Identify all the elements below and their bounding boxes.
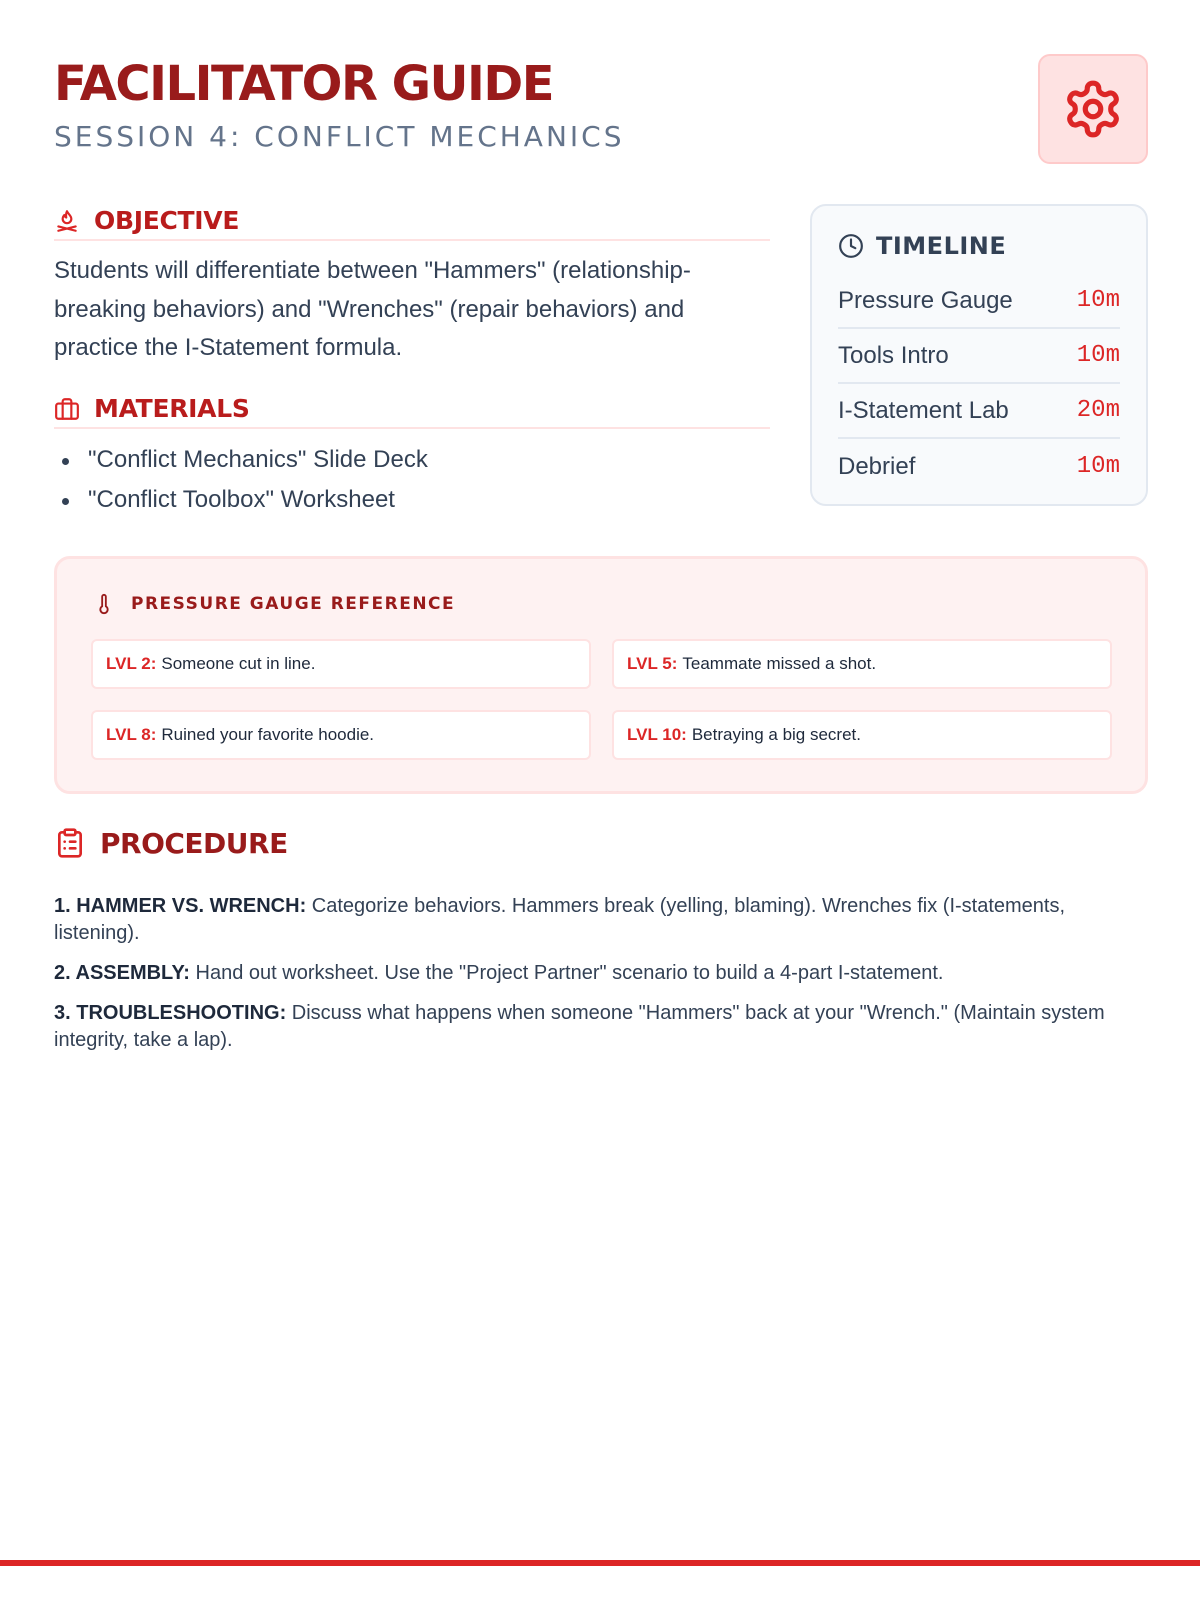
timeline-duration: 10m <box>1076 342 1120 369</box>
footer-divider <box>0 1560 1200 1566</box>
timeline-activity: Pressure Gauge <box>838 286 1013 314</box>
timeline-duration: 10m <box>1076 287 1120 314</box>
clipboard-icon <box>54 826 86 860</box>
procedure-step <box>54 960 1154 987</box>
step-title: 3. TROUBLESHOOTING: <box>54 1002 287 1024</box>
objective-heading-label: OBJECTIVE <box>94 206 240 235</box>
settings-badge[interactable] <box>1038 54 1148 164</box>
timeline-row <box>838 329 1120 384</box>
pressure-gauge-card <box>54 556 1148 794</box>
step-title: 2. ASSEMBLY: <box>54 962 190 984</box>
briefcase-icon <box>54 396 80 422</box>
procedure-heading <box>54 826 288 860</box>
clock-icon <box>838 233 864 259</box>
gauge-level: LVL 10: <box>627 725 687 744</box>
timeline-heading <box>838 232 1006 260</box>
timeline-list <box>838 274 1120 494</box>
gauge-level-item <box>91 710 591 760</box>
step-text: Categorize behaviors. Hammers break (yelling, blaming). Wrenches fix (I-statements, listening). <box>54 895 1066 944</box>
step-title: 1. HAMMER VS. WRENCH: <box>54 895 307 917</box>
timeline-heading-label: TIMELINE <box>876 232 1007 260</box>
page-subtitle: SESSION 4: CONFLICT MECHANICS <box>54 120 625 153</box>
timeline-card <box>810 204 1148 506</box>
fire-icon <box>54 208 80 234</box>
step-text: Discuss what happens when someone "Hammers" back at your "Wrench." (Maintain system integrity, take a lap). <box>54 1002 1105 1051</box>
timeline-activity: I-Statement Lab <box>838 396 1009 424</box>
gauge-level-item <box>612 710 1112 760</box>
timeline-activity: Debrief <box>838 452 916 480</box>
page-title: FACILITATOR GUIDE <box>54 56 553 112</box>
timeline-duration: 20m <box>1076 397 1120 424</box>
list-item: "Conflict Toolbox" Worksheet <box>54 480 754 520</box>
materials-list <box>54 440 754 520</box>
timeline-duration: 10m <box>1076 453 1120 480</box>
timeline-row <box>838 439 1120 494</box>
timeline-row <box>838 274 1120 329</box>
step-text: Hand out worksheet. Use the "Project Partner" scenario to build a 4-part I-statement. <box>195 962 944 984</box>
procedure-step <box>54 893 1154 947</box>
procedure-step <box>54 1000 1154 1054</box>
gauge-level: LVL 8: <box>106 725 157 744</box>
gauge-level: LVL 2: <box>106 654 157 673</box>
gear-icon <box>1062 78 1124 140</box>
thermometer-icon <box>93 591 115 617</box>
pressure-gauge-heading-label: PRESSURE GAUGE REFERENCE <box>131 594 456 614</box>
list-item: "Conflict Mechanics" Slide Deck <box>54 440 754 480</box>
gauge-example: Someone cut in line. <box>161 654 316 673</box>
timeline-row <box>838 384 1120 439</box>
gauge-level: LVL 5: <box>627 654 678 673</box>
materials-heading <box>54 394 770 429</box>
gauge-level-item <box>91 639 591 689</box>
procedure-heading-label: PROCEDURE <box>100 826 288 860</box>
gauge-example: Ruined your favorite hoodie. <box>161 725 375 744</box>
objective-text: Students will differentiate between "Hammers" (relationship-breaking behaviors) and "Wrenches" (repair behaviors) and practice the I-Statement formula. <box>54 257 691 361</box>
materials-heading-label: MATERIALS <box>94 394 250 423</box>
gauge-level-item <box>612 639 1112 689</box>
gauge-example: Betraying a big secret. <box>691 725 861 744</box>
procedure-steps <box>54 893 1154 1067</box>
timeline-activity: Tools Intro <box>838 341 949 369</box>
pressure-gauge-heading <box>93 591 455 617</box>
gauge-example: Teammate missed a shot. <box>682 654 877 673</box>
objective-heading <box>54 206 770 241</box>
